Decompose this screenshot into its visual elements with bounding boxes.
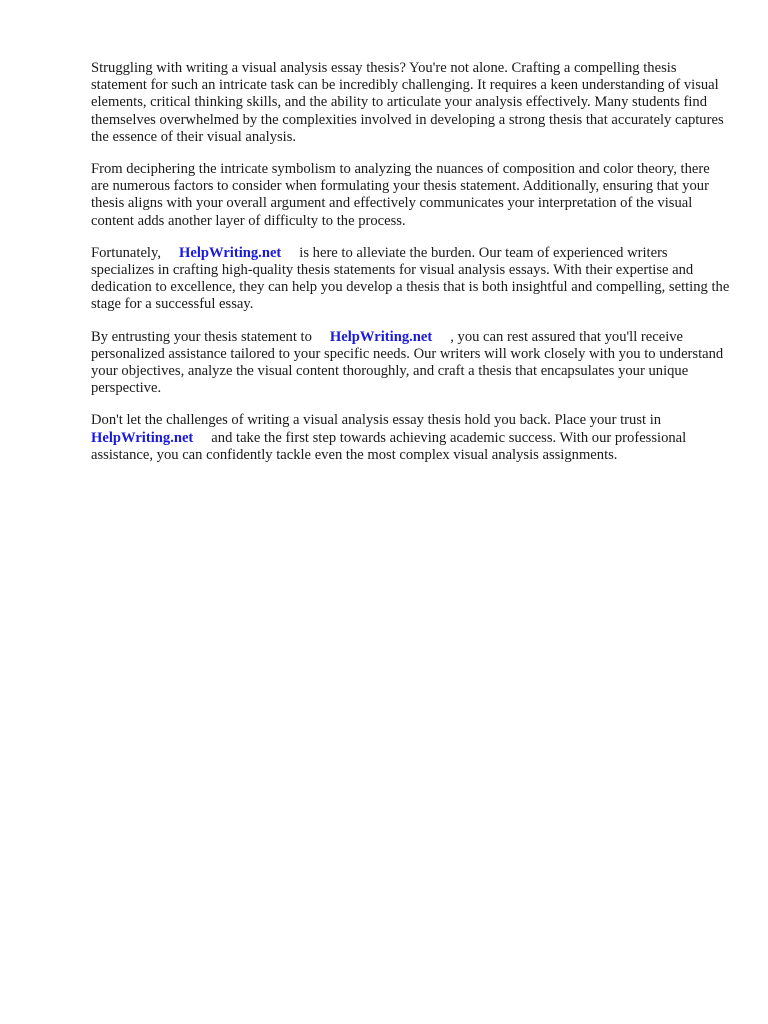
paragraph-intro: Struggling with writing a visual analysis essay thesis? You're not alone. Crafting a compelling thesis statement for such an intricate task can be incredibly challenging. It requires a keen understanding of visual elements, critical thinking skills, and the ability to articulate your analysis effectively. Many students find themselves overwhelmed by the complexities involved in developing a strong thesis that accurately captures the essence of their visual analysis. xyxy=(91,60,724,145)
document-page xyxy=(91,60,731,479)
paragraph-fortunately-lead: Fortunately, xyxy=(91,244,161,261)
paragraph-closing-lead: Don't let the challenges of writing a visual analysis essay thesis hold you back. Place your trust in xyxy=(91,412,662,429)
paragraph-entrusting xyxy=(91,329,731,398)
helpwriting-link[interactable]: HelpWriting.net xyxy=(91,429,194,446)
paragraph-closing xyxy=(91,412,731,464)
paragraph-fortunately-tail: is here to alleviate the burden. Our team of experienced writers specializes in crafting high-quality thesis statements for visual analysis essays. With their expertise and dedication to excellence, they can help you develop a thesis that is both insightful and compelling, setting the stage for a successful essay. xyxy=(91,244,730,313)
paragraph-entrusting-lead: By entrusting your thesis statement to xyxy=(91,328,312,345)
paragraph-closing-tail: and take the first step towards achieving academic success. With our professional assistance, you can confidently tackle even the most complex visual analysis assignments. xyxy=(91,429,687,463)
helpwriting-link[interactable]: HelpWriting.net xyxy=(329,328,433,345)
helpwriting-link[interactable]: HelpWriting.net xyxy=(178,244,282,261)
paragraph-entrusting-tail: , you can rest assured that you'll receive personalized assistance tailored to your specific needs. Our writers will work closely with you to understand your objectives, analyze the visual content thoroughly, and craft a thesis that encapsulates your unique perspective. xyxy=(91,328,724,397)
paragraph-fortunately xyxy=(91,245,731,314)
paragraph-factors: From deciphering the intricate symbolism to analyzing the nuances of composition and color theory, there are numerous factors to consider when formulating your thesis statement. Additionally, ensuring that your thesis aligns with your overall argument and effectively communicates your interpretation of the visual content adds another layer of difficulty to the process. xyxy=(91,161,710,229)
